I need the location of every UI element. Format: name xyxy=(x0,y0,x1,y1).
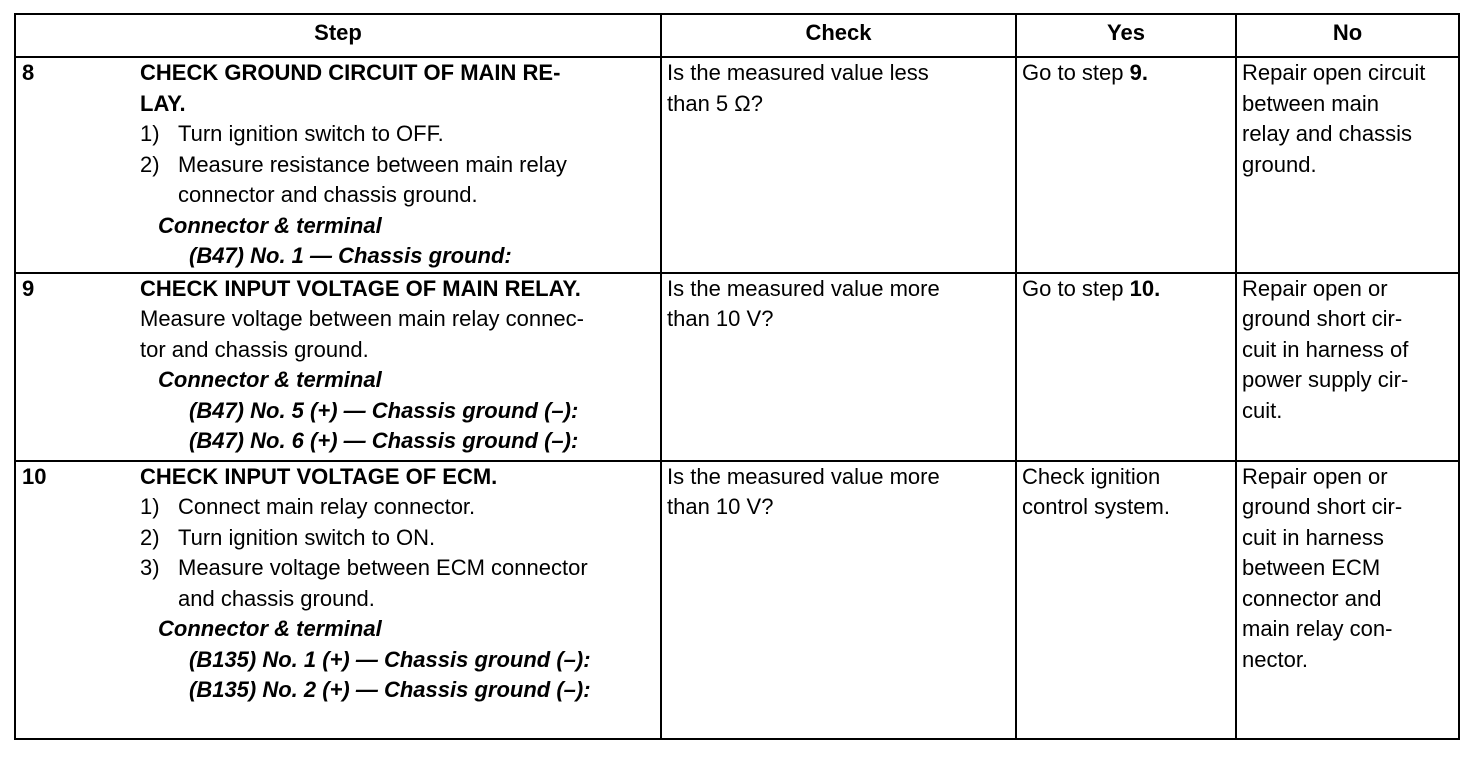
header-check: Check xyxy=(661,14,1016,57)
item-number: 1) xyxy=(140,494,160,519)
procedure-item xyxy=(140,492,654,523)
no-text: ground short cir- xyxy=(1242,494,1403,519)
diagnostic-table xyxy=(14,13,1460,740)
no-text: cuit. xyxy=(1242,397,1283,423)
no-text: Repair open circuit xyxy=(1242,60,1426,85)
yes-text: Go to step xyxy=(1022,275,1124,301)
no-text: Repair open or xyxy=(1242,275,1388,301)
procedure-item xyxy=(140,553,654,614)
item-number: 3) xyxy=(140,555,160,580)
no-text: ground. xyxy=(1242,151,1317,177)
check-text: Is the measured value more xyxy=(667,275,940,301)
check-text: Is the measured value more xyxy=(667,463,940,489)
procedure-item xyxy=(140,523,654,554)
connector-terminal: (B135) No. 2 (+) — Chassis ground (–): xyxy=(189,677,591,702)
no-text: Repair open or xyxy=(1242,463,1388,489)
connector-terminal: (B135) No. 1 (+) — Chassis ground (–): xyxy=(189,646,591,672)
no-cell xyxy=(1236,273,1459,461)
no-text: relay and chassis xyxy=(1242,121,1412,146)
check-text: than 5 Ω? xyxy=(667,90,763,116)
yes-step-ref: 10. xyxy=(1129,275,1161,301)
no-text: cuit in harness xyxy=(1242,524,1384,550)
yes-cell xyxy=(1016,273,1236,461)
step-number: 8 xyxy=(22,60,35,85)
header-step: Step xyxy=(15,14,661,57)
connector-heading: Connector & terminal xyxy=(158,616,382,641)
yes-cell xyxy=(1016,57,1236,273)
header-row xyxy=(15,14,1459,57)
no-text: power supply cir- xyxy=(1242,367,1409,392)
step-number: 10 xyxy=(22,463,47,489)
check-text: than 10 V? xyxy=(667,306,774,331)
check-cell xyxy=(661,57,1016,273)
step-number: 9 xyxy=(22,275,35,301)
header-yes: Yes xyxy=(1016,14,1236,57)
no-text: between main xyxy=(1242,90,1379,116)
table-row xyxy=(15,273,1459,461)
no-text: connector and xyxy=(1242,585,1382,611)
item-text: Turn ignition switch to OFF. xyxy=(178,121,444,146)
item-text: connector and chassis ground. xyxy=(178,182,478,207)
yes-cell xyxy=(1016,461,1236,739)
yes-text: control system. xyxy=(1022,494,1170,519)
no-text: ground short cir- xyxy=(1242,306,1403,331)
table-row xyxy=(15,57,1459,273)
yes-step-ref: 9. xyxy=(1129,60,1148,85)
connector-heading: Connector & terminal xyxy=(158,212,382,238)
check-text: than 10 V? xyxy=(667,494,774,519)
item-number: 2) xyxy=(140,524,160,550)
procedure-item xyxy=(140,150,654,211)
item-number: 1) xyxy=(140,121,160,146)
step-text: tor and chassis ground. xyxy=(140,336,369,362)
step-title: LAY. xyxy=(140,90,186,116)
step-title: CHECK INPUT VOLTAGE OF MAIN RELAY. xyxy=(140,275,581,301)
step-title: CHECK INPUT VOLTAGE OF ECM. xyxy=(140,463,498,489)
yes-text: Check ignition xyxy=(1022,463,1161,489)
yes-text: Go to step xyxy=(1022,60,1124,85)
item-text: Turn ignition switch to ON. xyxy=(178,524,436,550)
step-cell xyxy=(15,57,661,273)
procedure-item xyxy=(140,119,654,150)
check-text: Is the measured value less xyxy=(667,60,929,85)
step-title: CHECK GROUND CIRCUIT OF MAIN RE- xyxy=(140,60,561,85)
check-cell xyxy=(661,461,1016,739)
table-row xyxy=(15,461,1459,739)
connector-terminal: (B47) No. 6 (+) — Chassis ground (–): xyxy=(189,428,579,453)
connector-heading: Connector & terminal xyxy=(158,367,382,392)
connector-terminal: (B47) No. 5 (+) — Chassis ground (–): xyxy=(189,397,579,423)
item-text: and chassis ground. xyxy=(178,585,375,611)
step-cell xyxy=(15,273,661,461)
no-cell xyxy=(1236,57,1459,273)
item-text: Measure voltage between ECM connector xyxy=(178,555,588,580)
no-text: between ECM xyxy=(1242,555,1381,580)
step-cell xyxy=(15,461,661,739)
item-text: Measure resistance between main relay xyxy=(178,151,567,177)
header-no: No xyxy=(1236,14,1459,57)
check-cell xyxy=(661,273,1016,461)
step-text: Measure voltage between main relay connec- xyxy=(140,306,584,331)
connector-terminal: (B47) No. 1 — Chassis ground: xyxy=(189,243,512,268)
no-cell xyxy=(1236,461,1459,739)
no-text: main relay con- xyxy=(1242,616,1393,641)
no-text: cuit in harness of xyxy=(1242,336,1409,362)
no-text: nector. xyxy=(1242,646,1309,672)
item-number: 2) xyxy=(140,151,160,177)
item-text: Connect main relay connector. xyxy=(178,494,476,519)
